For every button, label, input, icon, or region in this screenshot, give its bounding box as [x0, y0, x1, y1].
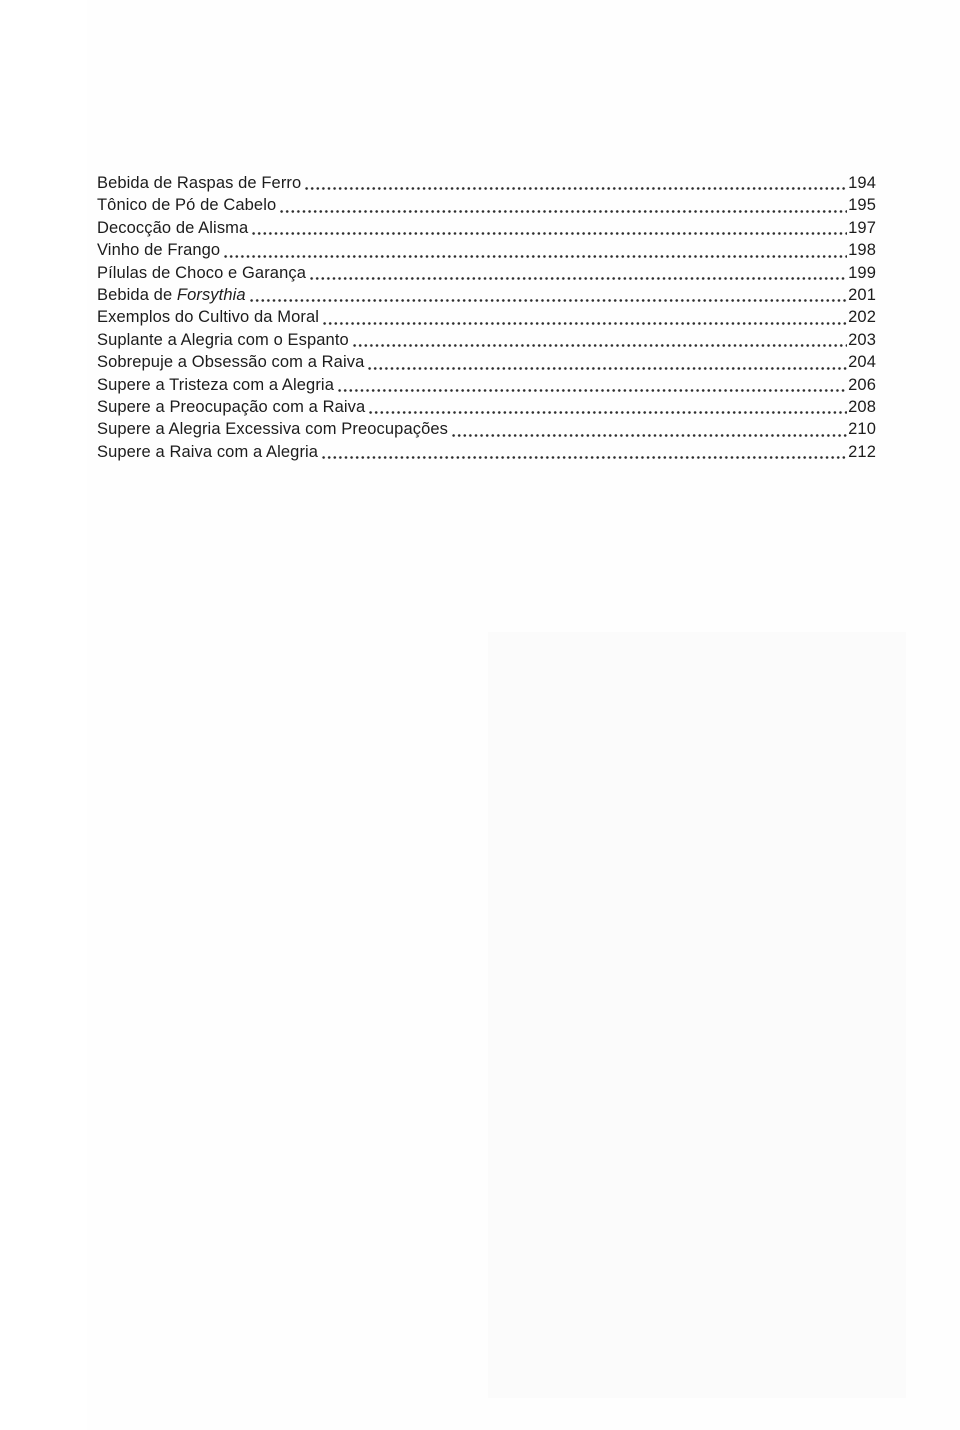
toc-entry-title: Suplante a Alegria com o Espanto: [97, 330, 349, 349]
dot-leader: [252, 232, 847, 235]
toc-entry-title: Tônico de Pó de Cabelo: [97, 196, 277, 215]
toc-entry-title: Supere a Preocupação com a Raiva: [97, 397, 366, 416]
toc-entry: [97, 441, 876, 463]
toc-entry-title: Bebida de Raspas de Ferro: [97, 174, 302, 192]
toc-entry: [97, 306, 876, 328]
dot-leader: [338, 389, 847, 392]
dot-leader: [322, 456, 847, 459]
toc-entry-page-number: 201: [848, 285, 876, 304]
toc-entry-page-number: 197: [848, 218, 876, 237]
toc-entry: [97, 239, 876, 261]
scan-edge-strip: [0, 0, 87, 1430]
toc-entry-page-number: 195: [848, 196, 876, 215]
toc-entry: [97, 172, 876, 194]
toc-entry-title: Supere a Raiva com a Alegria: [97, 442, 319, 461]
dot-leader: [368, 367, 847, 370]
dot-leader: [280, 210, 847, 213]
toc-entry: [97, 374, 876, 396]
toc-entry: [97, 194, 876, 216]
dot-leader: [452, 434, 847, 437]
dot-leader: [353, 344, 847, 347]
toc-entry-title: Decocção de Alisma: [97, 218, 249, 237]
toc-entry-page-number: 202: [848, 308, 876, 327]
toc-entry-title: Pílulas de Choco e Garança: [97, 263, 306, 282]
toc-entry-page-number: 198: [848, 241, 876, 260]
toc-entry: [97, 351, 876, 373]
scan-shading: [488, 632, 906, 1398]
toc-entry-page-number: 212: [848, 442, 876, 461]
dot-leader: [250, 299, 847, 302]
toc-entry-title: Supere a Tristeza com a Alegria: [97, 375, 334, 394]
toc-entry-page-number: 199: [848, 263, 876, 282]
toc-entry-page-number: 203: [848, 330, 876, 349]
toc-entry: [97, 329, 876, 351]
toc-entry-title: Bebida de Forsythia: [97, 285, 246, 304]
toc-entry: [97, 418, 876, 440]
dot-leader: [310, 277, 847, 280]
dot-leader: [369, 411, 847, 414]
table-of-contents: [97, 172, 876, 463]
toc-entry-title: Exemplos do Cultivo da Moral: [97, 308, 319, 327]
toc-entry: [97, 217, 876, 239]
toc-entry: [97, 284, 876, 306]
dot-leader: [323, 322, 847, 325]
toc-entry-page-number: 206: [848, 375, 876, 394]
dot-leader: [305, 187, 847, 190]
toc-entry: [97, 396, 876, 418]
dot-leader: [224, 255, 847, 258]
toc-entry-page-number: 194: [848, 174, 876, 192]
toc-entry-page-number: 204: [848, 353, 876, 372]
toc-entry: [97, 262, 876, 284]
toc-entry-page-number: 210: [848, 420, 876, 439]
toc-entry-title: Supere a Alegria Excessiva com Preocupações: [97, 420, 448, 439]
toc-entry-page-number: 208: [848, 397, 876, 416]
toc-entry-title: Sobrepuje a Obsessão com a Raiva: [97, 353, 365, 372]
toc-entry-title: Vinho de Frango: [97, 241, 221, 260]
